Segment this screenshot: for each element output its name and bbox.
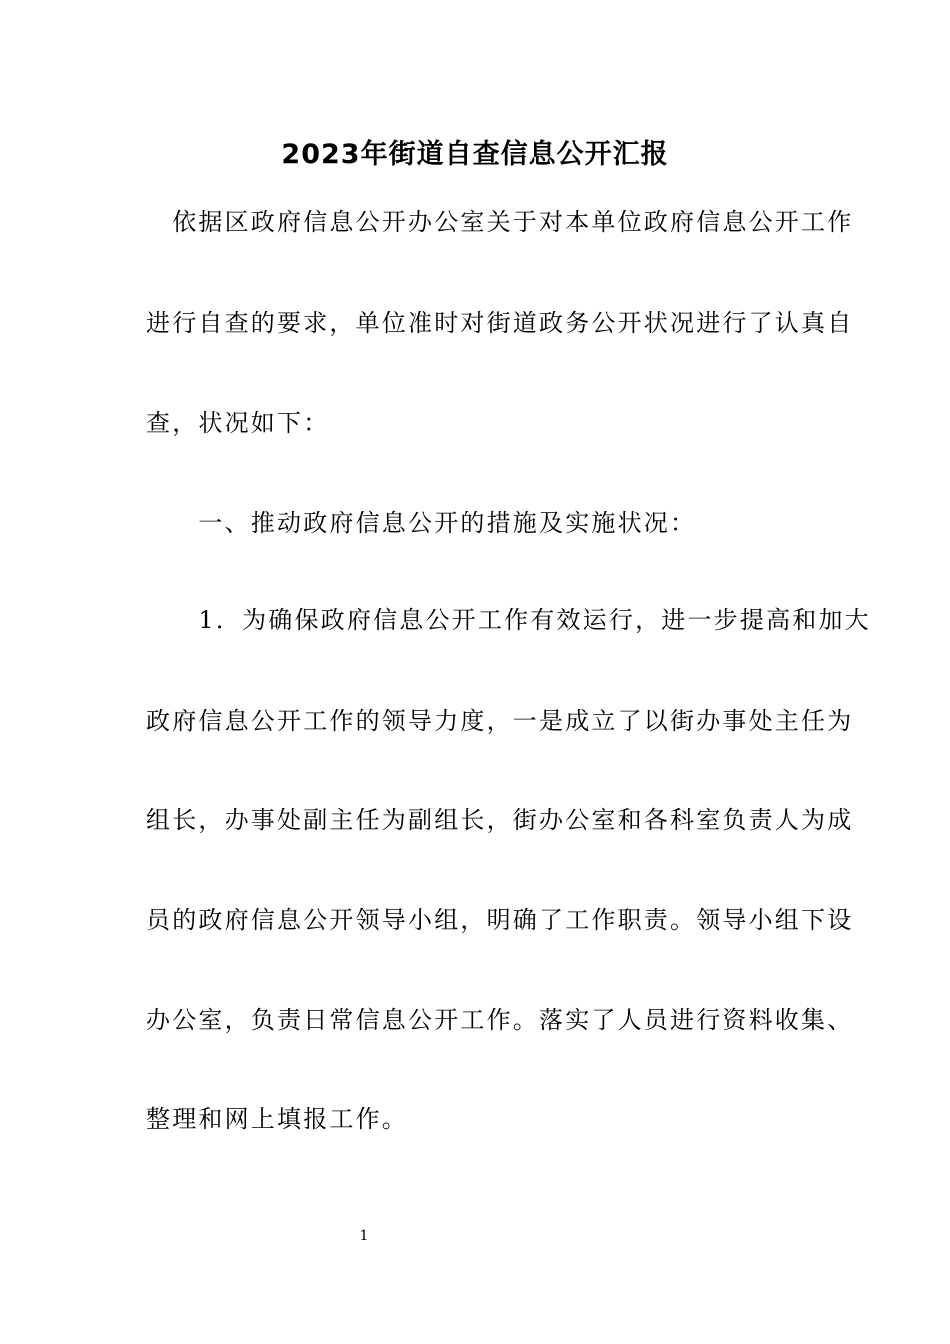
- body-line-2: 进行自查的要求，单位准时对街道政务公开状况进行了认真自: [146, 309, 854, 337]
- body-line-1: 依据区政府信息公开办公室关于对本单位政府信息公开工作: [146, 208, 854, 236]
- page-number: 1: [359, 1228, 369, 1244]
- section-heading: 一、推动政府信息公开的措施及实施状况：: [146, 509, 697, 537]
- body-line-3: 查，状况如下：: [146, 409, 330, 437]
- body-line-5: 1．为确保政府信息公开工作有效运行，进一步提高和加大: [146, 606, 871, 634]
- body-line-9: 办公室，负责日常信息公开工作。落实了人员进行资料收集、: [146, 1006, 854, 1034]
- body-line-8: 员的政府信息公开领导小组，明确了工作职责。领导小组下设: [146, 906, 854, 934]
- body-line-6: 政府信息公开工作的领导力度，一是成立了以街办事处主任为: [146, 707, 854, 735]
- body-line-10: 整理和网上填报工作。: [146, 1105, 408, 1133]
- document-title: 2023年街道自查信息公开汇报: [281, 139, 669, 170]
- body-line-7: 组长，办事处副主任为副组长，街办公室和各科室负责人为成: [146, 806, 854, 834]
